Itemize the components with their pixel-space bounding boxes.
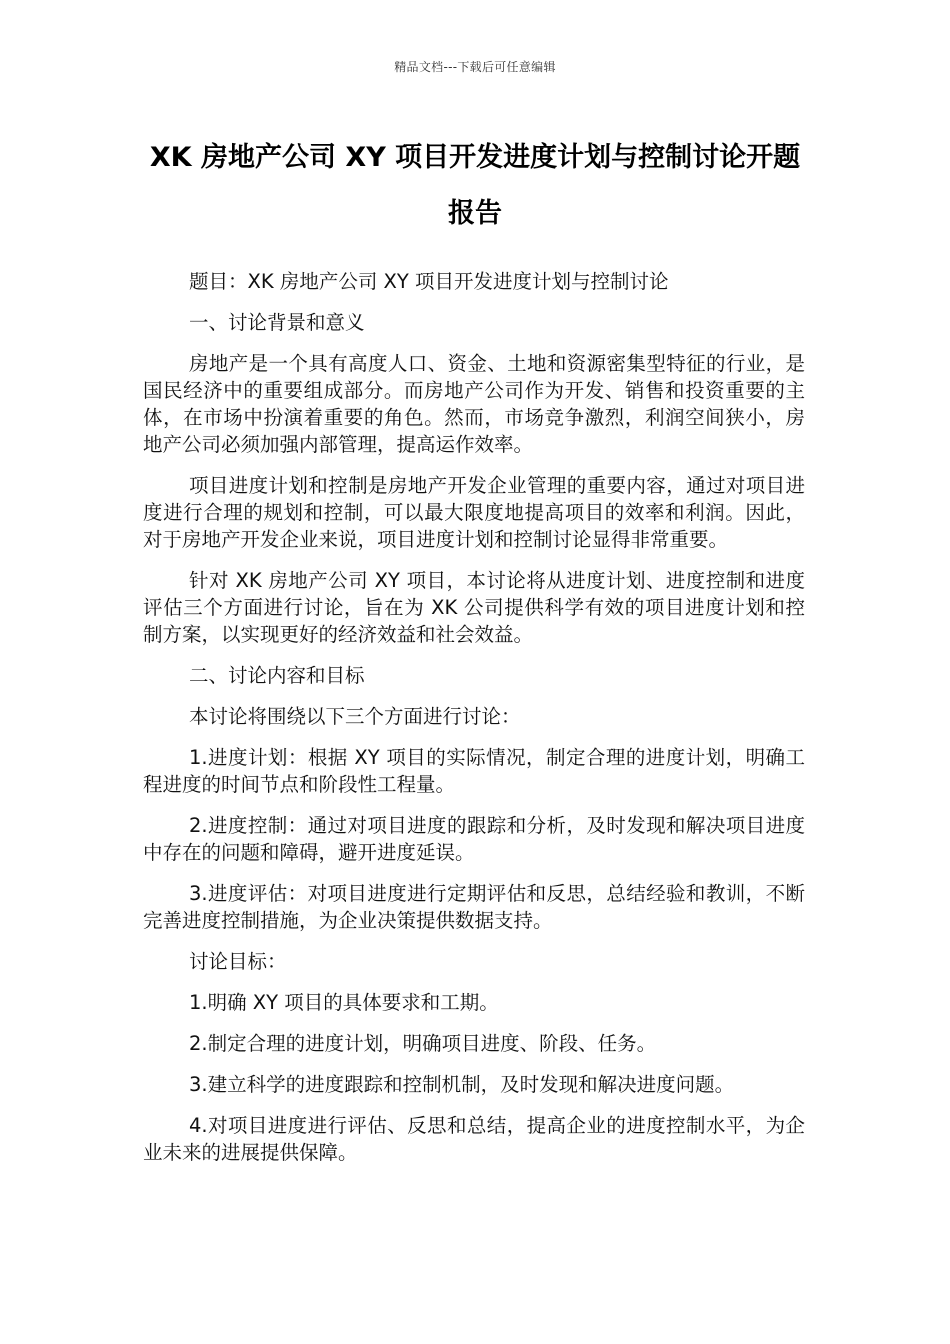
goals-heading: 讨论目标： (189, 950, 287, 973)
paragraph: 本讨论将围绕以下三个方面进行讨论： (189, 705, 521, 728)
list-item: 1.明确 XY 项目的具体要求和工期。 (189, 991, 499, 1014)
section-heading-background: 一、讨论背景和意义 (189, 311, 365, 334)
section-heading-content: 二、讨论内容和目标 (189, 664, 365, 687)
header-note: 精品文档---下载后可任意编辑 (394, 60, 556, 74)
paragraph: 房地产是一个具有高度人口、资金、土地和资源密集型特征的行业，是国民经济中的重要组成部分。而房地产公司作为开发、销售和投资重要的主体，在市场中扮演着重要的角色。然而，市场竞争激烈，利润空间狭小，房地产公司必须加强内部管理，提高运作效率。 (143, 352, 805, 456)
list-item: 3.建立科学的进度跟踪和控制机制，及时发现和解决进度问题。 (189, 1073, 735, 1096)
document-title: XK 房地产公司 XY 项目开发进度计划与控制讨论开题报告 (149, 142, 801, 229)
list-item: 3.进度评估：对项目进度进行定期评估和反思，总结经验和教训，不断完善进度控制措施，为企业决策提供数据支持。 (143, 882, 805, 932)
list-item: 2.进度控制：通过对项目进度的跟踪和分析，及时发现和解决项目进度中存在的问题和障碍，避开进度延误。 (143, 814, 805, 864)
paragraph: 项目进度计划和控制是房地产开发企业管理的重要内容，通过对项目进度进行合理的规划和控制，可以最大限度地提高项目的效率和利润。因此，对于房地产开发企业来说，项目进度计划和控制讨论显得非常重要。 (143, 474, 805, 551)
list-item: 4.对项目进度进行评估、反思和总结，提高企业的进度控制水平，为企业未来的进展提供保障。 (143, 1114, 805, 1164)
document-body (143, 268, 805, 1180)
paragraph: 针对 XK 房地产公司 XY 项目，本讨论将从进度计划、进度控制和进度评估三个方面进行讨论，旨在为 XK 公司提供科学有效的项目进度计划和控制方案，以实现更好的经济效益和社会效益。 (143, 569, 805, 646)
list-item: 2.制定合理的进度计划，明确项目进度、阶段、任务。 (189, 1032, 657, 1055)
subject-line: 题目：XK 房地产公司 XY 项目开发进度计划与控制讨论 (189, 270, 669, 293)
list-item: 1.进度计划：根据 XY 项目的实际情况，制定合理的进度计划，明确工程进度的时间节点和阶段性工程量。 (143, 746, 805, 796)
